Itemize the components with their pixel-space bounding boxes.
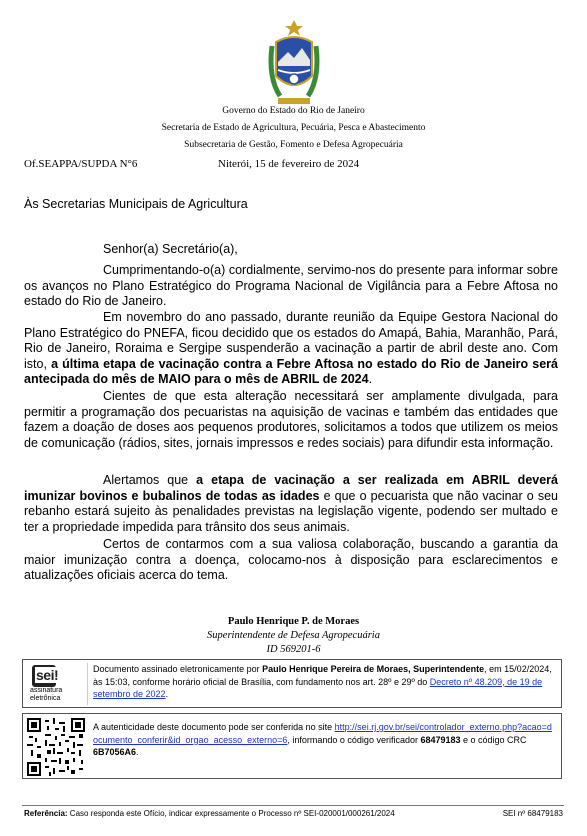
coat-of-arms-emblem: [262, 18, 326, 110]
document-date: Niterói, 15 de fevereiro de 2024: [218, 158, 360, 170]
secretariat-heading: Secretaria de Estado de Agricultura, Pecuária, Pesca e Abastecimento: [161, 123, 426, 133]
office-number: Of.SEAPPA/SUPDA N°6: [24, 158, 138, 170]
recipient: Às Secretarias Municipais de Agricultura: [24, 197, 248, 211]
subsecretariat-heading: Subsecretaria de Gestão, Fomento e Defesa Agropecuária: [184, 140, 403, 150]
footer-divider: [22, 805, 564, 806]
signer-name: Paulo Henrique P. de Moraes: [227, 616, 360, 627]
sei-signature-logo: [27, 663, 88, 705]
signer-title: Superintendente de Defesa Agropecuária: [207, 630, 380, 641]
sei-logo-text: sei!: [36, 667, 59, 683]
footer-sei-number: SEI nº 68479183: [502, 809, 563, 818]
authenticity-box: [22, 713, 562, 779]
paragraph-schedule-change: Em novembro do ano passado, durante reunião da Equipe Gestora Nacional do Plano Estratégico do PNEFA, ficou decidido que os estados do Amapá, Bahia, Maranhão, Pará, Rio de Janeiro, Roraima e Sergipe suspenderão a vacinação a partir de abril deste ano. Com isto, a última etapa de vacinação contra a Febre Aftosa no estado do Rio de Janeiro será antecipada do mês de MAIO para o mês de ABRIL de 2024.: [24, 310, 558, 387]
paragraph-closing: Certos de contarmos com a sua valiosa colaboração, buscando a garantia da maior imunização contra a doença, colocamo-nos à disposição para esclarecimentos e atualizações oficiais acerca do tema.: [24, 537, 558, 583]
signature-statement: Documento assinado eletronicamente por Paulo Henrique Pereira de Moraes, Superintendente, em 15/02/2024, às 15:03, conforme horário oficial de Brasília, com fundamento nos art. 28º e 29º do Decreto nº 48.209, de 19 de setembro de 2022.: [93, 664, 552, 700]
government-heading: Governo do Estado do Rio de Janeiro: [222, 106, 365, 116]
verification-url-link[interactable]: http://sei.rj.gov.br/sei/controlador_externo.php?acao=documento_conferir&id_orgao_acesso_externo=6: [93, 722, 552, 745]
paragraph-alert: Alertamos que a etapa de vacinação a ser realizada em ABRIL deverá imunizar bovinos e bubalinos de todas as idades e que o pecuarista que não vacinar o seu rebanho estará sujeito às penalidades previstas na legislação vigente, podendo ser multado e ter a propriedade impedida para trânsito dos seus animais.: [24, 473, 558, 534]
qr-code-icon: [27, 718, 85, 776]
paragraph-intro: Cumprimentando-o(a) cordialmente, servimo-nos do presente para informar sobre os avanços no Plano Estratégico do Programa Nacional de Vigilância para a Febre Aftosa no estado do Rio de Janeiro.: [24, 263, 558, 309]
signer-id: ID 569201-6: [266, 644, 321, 655]
authenticity-statement: A autenticidade deste documento pode ser conferida no site http://sei.rj.gov.br/sei/controlador_externo.php?acao=documento_conferir&id_orgao_acesso_externo=6, informando o código verificador 68479183 e o código CRC 6B7056A6.: [93, 722, 552, 758]
decree-link[interactable]: Decreto nº 48.209, de 19 de setembro de 2022: [93, 676, 543, 700]
electronic-signature-box: [22, 659, 562, 708]
salutation: Senhor(a) Secretário(a),: [103, 242, 238, 256]
paragraph-dissemination: Cientes de que esta alteração necessitará ser amplamente divulgada, para permitir a programação dos pecuaristas na aquisição de vacinas e também das entidades que fazem a doação de doses aos pequenos produtores, solicitamos a todos que utilizem os meios de comunicação (rádios, sites, jornais impressos e redes sociais) para difundir esta informação.: [24, 389, 558, 450]
sei-logo-caption: assinatura eletrônica: [30, 687, 63, 702]
footer-reference: Referência: Caso responda este Ofício, indicar expressamente o Processo nº SEI-020001/000261/2024: [24, 809, 395, 818]
